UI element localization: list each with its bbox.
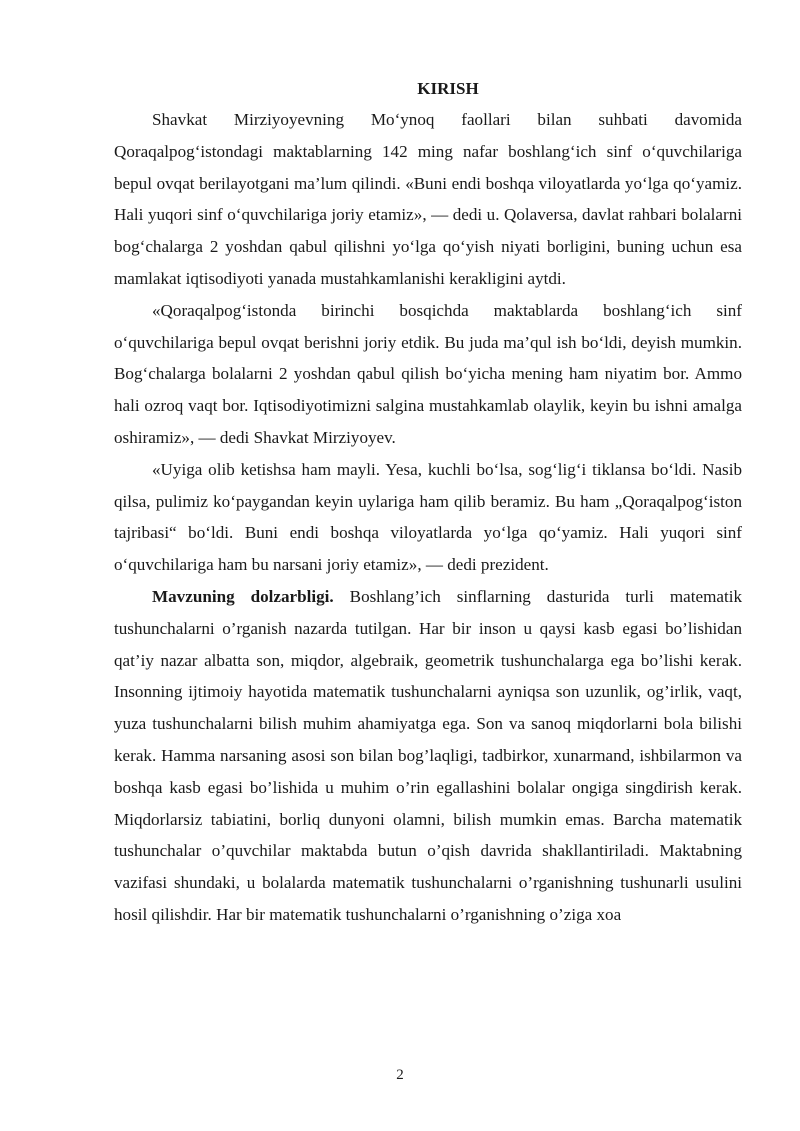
paragraph-3-text: «Uyiga olib ketishsa ham mayli. Yesa, kuchli bo‘lsa, sog‘lig‘i tiklansa bo‘ldi. Nasib qilsa, pulimiz ko‘paygandan keyin uylariga ham qilib beramiz. Bu ham „Qoraqalpog‘iston tajribasi“ bo‘ldi. Buni endi boshqa viloyatlarda yo‘lga qo‘yamiz. Hali yuqori sinf o‘quvchilariga ham bu narsani joriy etamiz», — dedi prezident. <box>114 459 742 575</box>
document-page <box>114 74 742 931</box>
paragraph-4 <box>114 581 742 931</box>
paragraph-2 <box>114 295 742 454</box>
paragraph-2-text: «Qoraqalpog‘istonda birinchi bosqichda maktablarda boshlang‘ich sinf o‘quvchilariga bepul ovqat berishni joriy etdik. Bu juda ma’qul ish bo‘ldi, deyish mumkin. Bog‘chalarga bolalarni 2 yoshdan qabul qilish bo‘yicha mening ham niyatim bor. Ammo hali ozroq vaqt bor. Iqtisodiyotimizni salgina mustahkamlab olaylik, keyin bu ishni amalga oshiramiz», — dedi Shavkat Mirziyoyev. <box>114 300 742 447</box>
paragraph-1 <box>114 104 742 295</box>
section-title: KIRISH <box>417 79 479 98</box>
relevance-heading: Mavzuning dolzarbligi. <box>152 586 334 606</box>
paragraph-3 <box>114 454 742 581</box>
page-number: 2 <box>396 1067 404 1083</box>
paragraph-1-text: Shavkat Mirziyoyevning Mo‘ynoq faollari bilan suhbati davomida Qoraqalpog‘istondagi maktablarning 142 ming nafar boshlang‘ich sinf o‘quvchilariga bepul ovqat berilayotgani ma’lum qilindi. «Buni endi boshqa viloyatlarda yo‘lga qo‘yamiz. Hali yuqori sinf o‘quvchilariga joriy etamiz», — dedi u. Qolaversa, davlat rahbari bolalarni bog‘chalarga 2 yoshdan qabul qilishni yo‘lga qo‘yish niyati borligini, buning uchun esa mamlakat iqtisodiyoti yanada mustahkamlanishi kerakligini aytdi. <box>114 110 742 288</box>
paragraph-4-text: Boshlang’ich sinflarning dasturida turli matematik tushunchalarni o’rganish nazarda tutilgan. Har bir inson u qaysi kasb egasi bo’lishidan qat’iy nazar albatta son, miqdor, algebraik, geometrik tushunchalarga ega bo’lishi kerak. Insonning ijtimoiy hayotida matematik tushunchalarni ayniqsa son uzunlik, og’irlik, vaqt, yuza tushunchalarni bilish muhim ahamiyatga ega. Son va sanoq miqdorlarni bola bilishi kerak. Hamma narsaning asosi son bilan bog’laqligi, tadbirkor, xunarmand, ishbilarmon va boshqa kasb egasi bo’lishida u muhim o’rin egallashini bolalar ongiga singdirish kerak. Miqdorlarsiz tabiatini, borliq dunyoni olamni, bilish mumkin emas. Barcha matematik tushunchalar o’quvchilar maktabda butun o’qish davrida shakllantiriladi. Maktabning vazifasi shundaki, u bolalarda matematik tushunchalarni o’rganishning tushunarli usulini hosil qilishdir. Har bir matematik tushunchalarni o’rganishning o’ziga xoa <box>114 586 742 924</box>
